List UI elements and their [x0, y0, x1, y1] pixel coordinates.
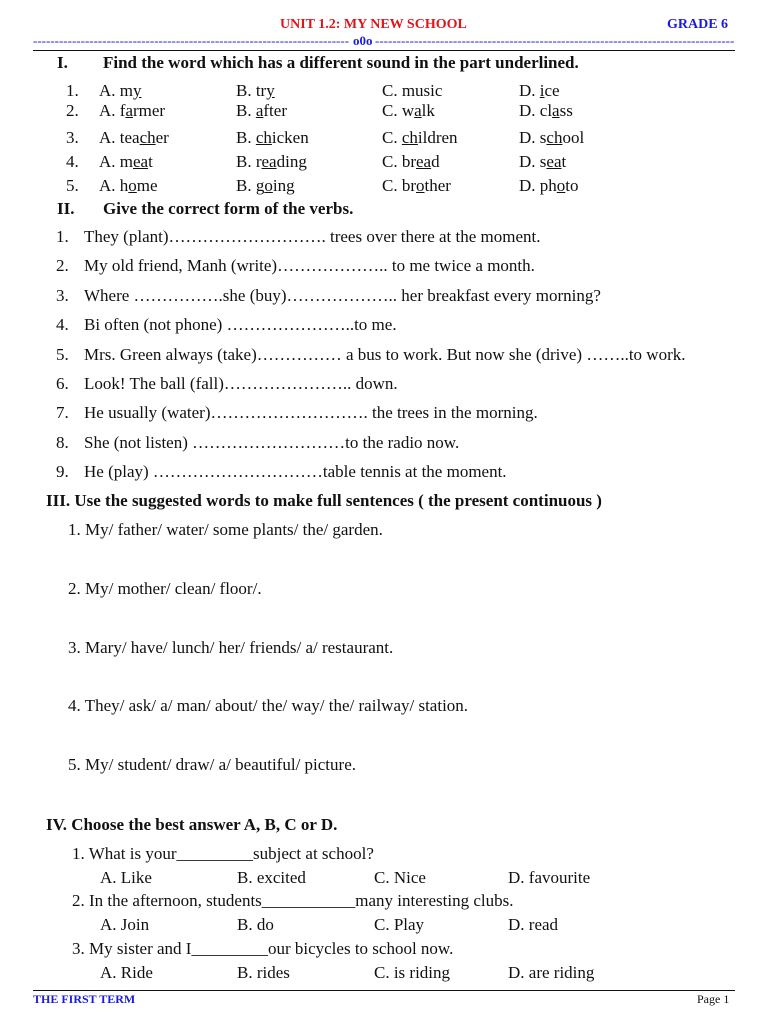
answer-option[interactable] [236, 152, 307, 172]
underlined-part: ch [139, 128, 156, 147]
answer-option[interactable] [236, 128, 309, 148]
option-text: B. [236, 101, 256, 120]
answer-option[interactable] [99, 101, 165, 121]
option-text: d [431, 152, 440, 171]
option-text: D. [519, 81, 540, 100]
answer-option[interactable] [382, 176, 451, 196]
option-text: rmer [133, 101, 166, 120]
answer-option[interactable] [99, 81, 142, 101]
option-text: C. br [382, 176, 416, 195]
option-text: D. cl [519, 101, 553, 120]
sentence-prompt: 5. My/ student/ draw/ a/ beautiful/ picture. [68, 755, 356, 774]
question-number: 8. [56, 432, 69, 452]
mc-option[interactable]: C. Play [374, 915, 425, 934]
option-text: A. f [99, 101, 126, 120]
underlined-part: ea [416, 152, 432, 171]
option-text: C. br [382, 152, 416, 171]
option-text: to [565, 176, 579, 195]
underlined-part: ea [133, 152, 149, 171]
mc-option[interactable]: C. Nice [374, 868, 426, 887]
grade-label: GRADE 6 [667, 17, 729, 32]
question-number: 4. [66, 152, 79, 171]
underlined-part: ea [261, 152, 277, 171]
answer-option[interactable] [99, 128, 169, 148]
answer-option[interactable] [236, 101, 287, 121]
option-text: C. music [382, 81, 443, 100]
answer-option[interactable] [519, 81, 560, 101]
question-number: 5. [56, 344, 69, 364]
underlined-part: o [556, 176, 566, 195]
verb-exercise: Look! The ball (fall)………………….. down. [84, 374, 398, 393]
mc-option[interactable]: B. excited [237, 868, 306, 887]
answer-option[interactable] [519, 152, 566, 172]
question-number: 3. [56, 285, 69, 305]
section1-number: I. [57, 53, 68, 72]
option-text: D. s [519, 128, 547, 147]
question-number: 2. [66, 101, 79, 120]
mc-option[interactable]: A. Join [100, 915, 150, 934]
underlined-part: ea [546, 152, 562, 171]
underlined-part: ch [546, 128, 563, 147]
option-text: me [136, 176, 158, 195]
option-text: D. s [519, 152, 547, 171]
question-number: 3. [66, 128, 79, 147]
option-text: t [148, 152, 153, 171]
option-text: ing [272, 176, 295, 195]
answer-option[interactable] [519, 176, 579, 196]
mc-question: 1. What is your_________subject at school? [72, 844, 374, 863]
mc-option[interactable]: D. favourite [508, 868, 591, 887]
footer-rule [33, 990, 735, 991]
underlined-part: a [255, 101, 264, 120]
question-number: 1. [66, 81, 79, 100]
underlined-part: o [416, 176, 425, 195]
separator-dashes-left: ------------------------------------------------------------------------- [33, 33, 350, 48]
option-text: ther [424, 176, 451, 195]
underlined-part: y [266, 81, 275, 100]
option-text: lk [421, 101, 435, 120]
option-text: t [561, 152, 567, 171]
verb-exercise: He (play) …………………………table tennis at the moment. [84, 462, 507, 482]
verb-exercise: They (plant)………………………. trees over there at the moment. [84, 227, 541, 246]
unit-title: UNIT 1.2: MY NEW SCHOOL [280, 17, 467, 32]
option-text: fter [263, 101, 287, 120]
mc-option[interactable]: B. rides [237, 963, 290, 982]
mc-question: 3. My sister and I_________our bicycles to school now. [72, 939, 454, 958]
underlined-part: a [552, 101, 560, 120]
separator-mark: o0o [353, 33, 373, 48]
mc-option[interactable]: B. do [237, 915, 274, 934]
option-text: A. tea [99, 128, 140, 147]
underlined-part: ch [401, 128, 418, 147]
answer-option[interactable] [382, 128, 458, 148]
sentence-prompt: 4. They/ ask/ a/ man/ about/ the/ way/ the/ railway/ station. [68, 696, 469, 715]
answer-option[interactable] [519, 128, 584, 148]
section1-title: Find the word which has a different sound in the part underlined. [103, 53, 579, 72]
question-number: 2. [56, 256, 69, 276]
option-text: B. g [236, 176, 265, 195]
option-text: ding [276, 152, 307, 171]
section4-title: IV. Choose the best answer A, B, C or D. [46, 815, 338, 834]
option-text: er [155, 128, 169, 147]
verb-exercise: My old friend, Manh (write)……………….. to me twice a month. [84, 256, 535, 276]
option-text: B. tr [236, 81, 267, 100]
option-text: ildren [417, 128, 458, 147]
underlined-part: i [539, 81, 545, 100]
header-rule [33, 50, 735, 51]
option-text: ce [544, 81, 560, 100]
sentence-prompt: 2. My/ mother/ clean/ floor/. [68, 579, 262, 598]
answer-option[interactable] [99, 176, 158, 196]
answer-option[interactable] [382, 101, 435, 121]
separator-dashes-right: ----------------------------------------------------------------------------------- [375, 33, 735, 48]
answer-option[interactable] [519, 101, 573, 121]
sentence-prompt: 3. Mary/ have/ lunch/ her/ friends/ a/ restaurant. [68, 638, 394, 657]
option-text: B. r [236, 152, 262, 171]
underlined-part: a [414, 101, 422, 120]
underlined-part: y [133, 81, 142, 100]
sentence-prompt: 1. My/ father/ water/ some plants/ the/ garden. [68, 520, 383, 539]
verb-exercise: Bi often (not phone) …………………..to me. [84, 315, 397, 335]
question-number: 5. [66, 176, 79, 195]
option-text: A. m [99, 81, 133, 100]
option-text: ss [559, 101, 573, 120]
option-text: C. [382, 128, 402, 147]
mc-option[interactable]: A. Like [100, 868, 152, 887]
underlined-part: o [128, 176, 137, 195]
option-text: B. [236, 128, 256, 147]
footer-term: THE FIRST TERM [33, 992, 136, 1006]
answer-option[interactable] [382, 81, 442, 101]
mc-option[interactable]: D. are riding [508, 963, 595, 982]
section2-number: II. [57, 199, 75, 218]
verb-exercise: He usually (water)………………………. the trees in the morning. [84, 403, 538, 423]
answer-option[interactable] [236, 176, 295, 196]
section3-title: III. Use the suggested words to make full sentences ( the present continuous ) [46, 491, 602, 510]
header-separator [33, 33, 735, 49]
mc-option[interactable]: A. Ride [100, 963, 153, 982]
underlined-part: o [264, 176, 273, 195]
option-text: A. h [99, 176, 129, 195]
mc-option[interactable]: C. is riding [374, 963, 451, 982]
answer-option[interactable] [99, 152, 153, 172]
option-text: icken [271, 128, 309, 147]
question-number: 1. [56, 227, 69, 246]
option-text: D. ph [519, 176, 557, 195]
verb-exercise: Mrs. Green always (take)…………… a bus to work. But now she (drive) ……..to work. [84, 344, 686, 364]
answer-option[interactable] [382, 152, 440, 172]
mc-option[interactable]: D. read [508, 915, 559, 934]
option-text: A. m [99, 152, 133, 171]
verb-exercise: She (not listen) ………………………to the radio now. [84, 432, 460, 452]
answer-option[interactable] [236, 81, 275, 101]
mc-question: 2. In the afternoon, students___________many interesting clubs. [72, 891, 514, 910]
verb-exercise: Where …………….she (buy)……………….. her breakfast every morning? [84, 285, 601, 305]
question-number: 9. [56, 462, 69, 482]
option-text: C. w [382, 101, 415, 120]
underlined-part: ch [255, 128, 272, 147]
question-number: 6. [56, 374, 69, 393]
underlined-part: a [125, 101, 133, 120]
question-number: 7. [56, 403, 69, 423]
section2-title: Give the correct form of the verbs. [103, 199, 354, 218]
option-text: ool [562, 128, 585, 147]
question-number: 4. [56, 315, 69, 335]
page-number: Page 1 [697, 992, 730, 1006]
